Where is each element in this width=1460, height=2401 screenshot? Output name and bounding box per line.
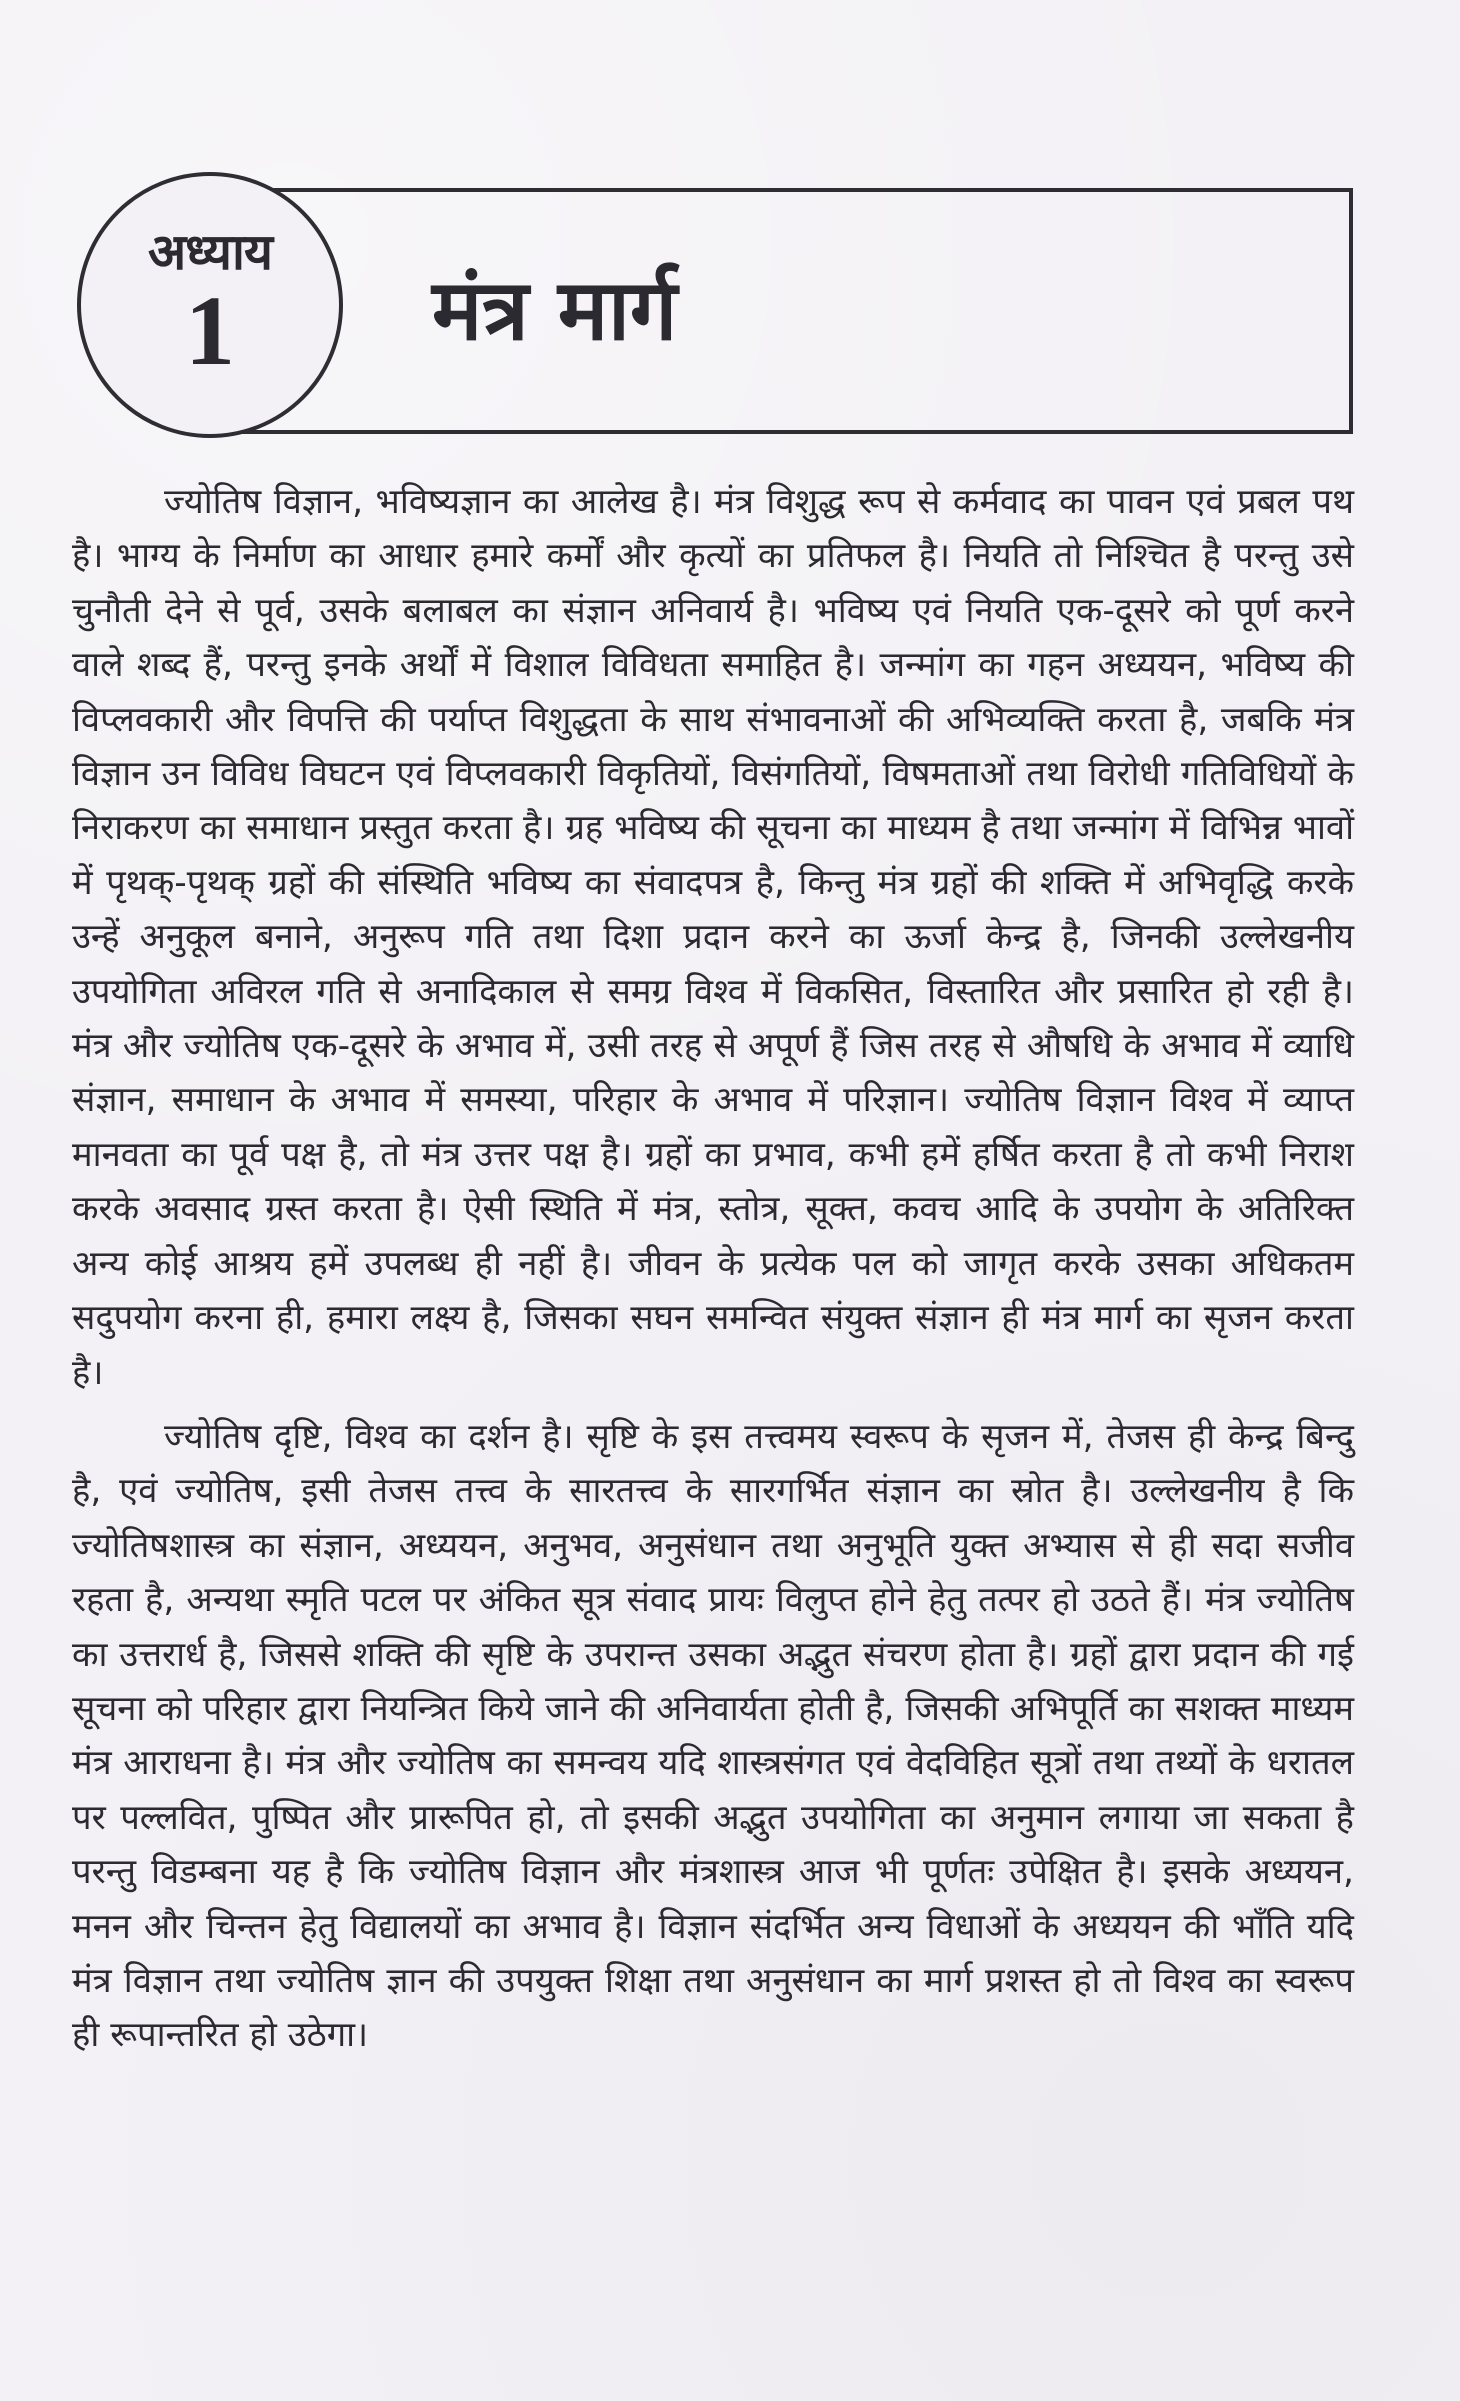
paragraph: ज्योतिष दृष्टि, विश्व का दर्शन है। सृष्टि के इस तत्त्वमय स्वरूप के सृजन में, तेजस ही केन्द्र बिन्दु है, एवं ज्योतिष, इसी तेजस तत्त्व के सारतत्त्व के सारगर्भित संज्ञान का स्रोत है। उल्लेखनीय है कि ज्योतिषशास्त्र का संज्ञान, अध्ययन, अनुभव, अनुसंधान तथा अनुभूति युक्त अभ्यास से ही सदा सजीव रहता है, अन्यथा स्मृति पटल पर अंकित सूत्र संवाद प्रायः विलुप्त होने हेतु तत्पर हो उठते हैं। मंत्र ज्योतिष का उत्तरार्ध है, जिससे शक्ति की सृष्टि के उपरान्त उसका अद्भुत संचरण होता है। ग्रहों द्वारा प्रदान की गई सूचना को परिहार द्वारा नियन्त्रित किये जाने की अनिवार्यता होती है, जिसकी अभिपूर्ति का सशक्त माध्यम मंत्र आराधना है। मंत्र और ज्योतिष का समन्वय यदि शास्त्रसंगत एवं वेदविहित सूत्रों तथा तथ्यों के धरातल पर पल्लवित, पुष्पित और प्रारूपित हो, तो इसकी अद्भुत उपयोगिता का अनुमान लगाया जा सकता है परन्तु विडम्बना यह है कि ज्योतिष विज्ञान और मंत्रशास्त्र आज भी पूर्णतः उपेक्षित है। इसके अध्ययन, मनन और चिन्तन हेतु विद्यालयों का अभाव है। विज्ञान संदर्भित अन्य विधाओं के अध्ययन की भाँति यदि मंत्र विज्ञान तथा ज्योतिष ज्ञान की उपयुक्त शिक्षा तथा अनुसंधान का मार्ग प्रशस्त हो तो विश्व का स्वरूप ही रूपान्तरित हो उठेगा।	[72, 1416, 1354, 2056]
chapter-number: 1	[185, 275, 235, 386]
chapter-body	[72, 475, 1354, 2063]
chapter-title-frame	[205, 188, 1353, 434]
chapter-label: अध्याय	[148, 223, 272, 281]
chapter-badge	[77, 172, 343, 438]
chapter-title: मंत्र मार्ग	[432, 261, 678, 359]
paragraph: ज्योतिष विज्ञान, भविष्यज्ञान का आलेख है। मंत्र विशुद्ध रूप से कर्मवाद का पावन एवं प्रबल पथ है। भाग्य के निर्माण का आधार हमारे कर्मों और कृत्यों का प्रतिफल है। नियति तो निश्चित है परन्तु उसे चुनौती देने से पूर्व, उसके बलाबल का संज्ञान अनिवार्य है। भविष्य एवं नियति एक-दूसरे को पूर्ण करने वाले शब्द हैं, परन्तु इनके अर्थों में विशाल विविधता समाहित है। जन्मांग का गहन अध्ययन, भविष्य की विप्लवकारी और विपत्ति की पर्याप्त विशुद्धता के साथ संभावनाओं की अभिव्यक्ति करता है, जबकि मंत्र विज्ञान उन विविध विघटन एवं विप्लवकारी विकृतियों, विसंगतियों, विषमताओं तथा विरोधी गतिविधियों के निराकरण का समाधान प्रस्तुत करता है। ग्रह भविष्य की सूचना का माध्यम है तथा जन्मांग में विभिन्न भावों में पृथक्-पृथक् ग्रहों की संस्थिति भविष्य का संवादपत्र है, किन्तु मंत्र ग्रहों की शक्ति में अभिवृद्धि करके उन्हें अनुकूल बनाने, अनुरूप गति तथा दिशा प्रदान करने का ऊर्जा केन्द्र है, जिनकी उल्लेखनीय उपयोगिता अविरल गति से अनादिकाल से समग्र विश्व में विकसित, विस्तारित और प्रसारित हो रही है। मंत्र और ज्योतिष एक-दूसरे के अभाव में, उसी तरह से अपूर्ण हैं जिस तरह से औषधि के अभाव में व्याधि संज्ञान, समाधान के अभाव में समस्या, परिहार के अभाव में परिज्ञान। ज्योतिष विज्ञान विश्व में व्याप्त मानवता का पूर्व पक्ष है, तो मंत्र उत्तर पक्ष है। ग्रहों का प्रभाव, कभी हमें हर्षित करता है तो कभी निराश करके अवसाद ग्रस्त करता है। ऐसी स्थिति में मंत्र, स्तोत्र, सूक्त, कवच आदि के उपयोग के अतिरिक्त अन्य कोई आश्रय हमें उपलब्ध ही नहीं है। जीवन के प्रत्येक पल को जागृत करके उसका अधिकतम सदुपयोग करना ही, हमारा लक्ष्य है, जिसका सघन समन्वित संयुक्त संज्ञान ही मंत्र मार्ग का सृजन करता है।	[72, 482, 1354, 1393]
